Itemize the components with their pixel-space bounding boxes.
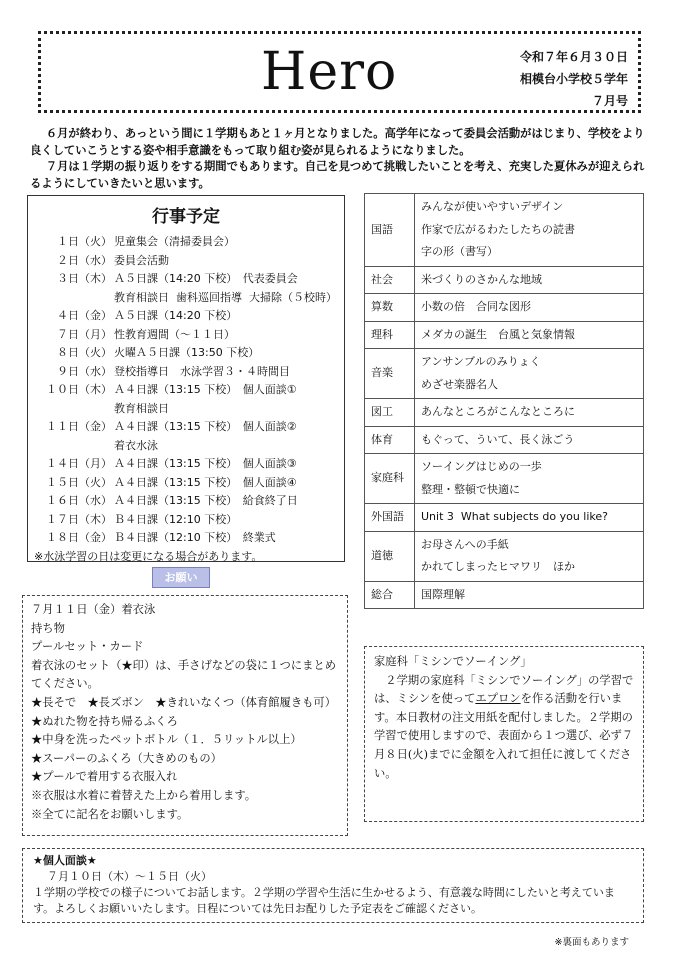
- request-list: [31, 601, 339, 824]
- event-description: 委員会活動: [114, 253, 169, 267]
- event-row: [34, 418, 338, 437]
- subject-unit: メダカの誕生 台風と気象情報: [421, 327, 575, 341]
- subject-units: [415, 294, 644, 322]
- subject-unit: 字の形（書写）: [421, 245, 498, 258]
- home-economics-text: ２学期の家庭科「ミシンでソーイング」の学習では、ミシンを使って: [374, 673, 634, 706]
- issue-number: ７月号: [591, 94, 628, 108]
- event-description: Ａ５日課（14:20 下校）: [114, 309, 238, 322]
- request-line: ７月１１日（金）着衣泳: [31, 603, 156, 616]
- subject-row: [365, 399, 644, 427]
- parent-interview-dates: ７月１０日（木）～１５日（火）: [47, 870, 212, 883]
- subject-row: [365, 531, 644, 581]
- subject-name: 外国語: [365, 504, 415, 532]
- event-schedule-note: ※水泳学習の日は変更になる場合があります。: [34, 549, 263, 563]
- event-description: Ａ４日課（13:15 下校） 個人面談②: [114, 420, 297, 433]
- subject-units: [415, 531, 644, 581]
- apron-text: エプロン: [475, 692, 521, 706]
- subject-row: [365, 321, 644, 349]
- parent-interview-body: １学期の学校での様子についてお話します。２学期の学習や生活に生かせるよう、有意義な時間にしたいと考えています。よろしくお願いいたします。日程については先日お配りした予定表をご確認ください。: [33, 886, 615, 915]
- subject-unit: 整理・整頓で快適に: [421, 482, 520, 496]
- subject-row: [365, 426, 644, 454]
- masthead-meta: [520, 46, 628, 112]
- subject-row: [365, 194, 644, 267]
- event-row: [34, 474, 338, 493]
- event-row: [34, 344, 338, 363]
- event-date: １７日（木）: [46, 512, 112, 526]
- event-description: Ｂ４日課（12:10 下校）: [114, 512, 238, 526]
- subject-table: [364, 193, 644, 609]
- subject-unit: あんなところがこんなところに: [421, 405, 575, 418]
- request-line: 着衣泳のセット（★印）は、手さげなどの袋に１つにまとめてください。: [31, 658, 337, 691]
- home-economics-body: [374, 672, 634, 784]
- school-grade: 相模台小学校５学年: [519, 72, 628, 86]
- parent-interview-title: ★個人面談★: [33, 854, 97, 867]
- event-schedule: [27, 195, 345, 562]
- event-list: [34, 233, 338, 548]
- event-date: [34, 437, 112, 456]
- request-badge: お願い: [152, 567, 210, 588]
- event-description: Ａ４日課（13:15 下校） 個人面談④: [114, 475, 297, 489]
- event-description: 児童集会（清掃委員会）: [114, 235, 235, 248]
- event-row: [34, 233, 338, 252]
- event-row: [34, 289, 338, 308]
- request-line: プールセット・カード: [31, 640, 144, 654]
- event-date: ４日（金）: [57, 309, 112, 322]
- home-economics-title: 家庭科「ミシンでソーイング」: [374, 655, 532, 668]
- newsletter-title: Hero: [261, 42, 398, 102]
- event-row: [34, 307, 338, 326]
- event-schedule-title: 行事予定: [152, 207, 220, 227]
- subject-unit: お母さんへの手紙: [421, 537, 509, 551]
- event-date: １５日（火）: [46, 475, 112, 489]
- request-line: ★プールで着用する衣服入れ: [31, 770, 178, 784]
- event-date: １１日（金）: [46, 420, 112, 433]
- subject-row: [365, 294, 644, 322]
- subject-row: [365, 581, 644, 609]
- intro-text: [30, 126, 645, 192]
- event-row: [34, 381, 338, 400]
- subject-units: [415, 454, 644, 504]
- parent-interview-notice: [22, 848, 644, 923]
- event-row: [34, 400, 338, 419]
- event-date: １日（火）: [57, 235, 112, 248]
- event-row: [34, 529, 338, 548]
- subject-units: [415, 266, 644, 294]
- event-date: １４日（月）: [46, 457, 112, 470]
- subject-name: 図工: [365, 399, 415, 427]
- issue-date: 令和７年６月３０日: [519, 50, 628, 64]
- event-date: １８日（金）: [46, 531, 112, 544]
- event-description: 教育相談日: [114, 401, 169, 415]
- subject-unit: 国際理解: [421, 587, 465, 601]
- subject-unit: 米づくりのさかんな地域: [421, 272, 542, 286]
- event-row: [34, 270, 338, 289]
- event-date: ８日（火）: [57, 346, 112, 359]
- subject-units: [415, 581, 644, 609]
- request-line: 持ち物: [31, 621, 65, 635]
- subject-units: [415, 399, 644, 427]
- event-row: [34, 326, 338, 345]
- request-line: ★長そで ★長ズボン ★きれいなくつ（体育館履きも可）: [31, 695, 337, 709]
- subject-units: [415, 349, 644, 399]
- event-row: [34, 252, 338, 271]
- subject-name: 理科: [365, 321, 415, 349]
- event-row: [34, 492, 338, 511]
- event-date: １６日（水）: [46, 494, 112, 507]
- event-row: [34, 437, 338, 456]
- subject-name: 社会: [365, 266, 415, 294]
- subject-name: 国語: [365, 194, 415, 267]
- event-date: [34, 289, 112, 308]
- subject-name: 体育: [365, 426, 415, 454]
- subject-name: 音楽: [365, 349, 415, 399]
- event-description: Ａ５日課（14:20 下校） 代表委員会: [114, 272, 298, 285]
- subject-name: 総合: [365, 581, 415, 609]
- subject-unit: かれてしまったヒマワリ ほか: [421, 560, 575, 573]
- reverse-side-note: ※裏面もあります: [554, 937, 629, 948]
- subject-unit: 作家で広がるわたしたちの読書: [421, 222, 575, 236]
- event-description: Ａ４日課（13:15 下校） 個人面談③: [114, 457, 297, 470]
- subject-unit: みんなが使いやすいデザイン: [421, 200, 564, 213]
- event-description: 火曜Ａ５日課（13:50 下校）: [114, 346, 260, 359]
- subject-name: 道徳: [365, 531, 415, 581]
- masthead: [38, 31, 641, 113]
- home-economics-notice: [364, 646, 644, 822]
- subject-units: [415, 504, 644, 532]
- event-description: 性教育週間（～１１日）: [114, 327, 235, 341]
- request-line: ※衣服は水着に着替えた上から着用します。: [31, 788, 257, 802]
- event-row: [34, 455, 338, 474]
- home-economics-text: を作る活動を行います。本日教材の注文用紙を配付しました。２学期の学習で使用しますので、表面から１つ選び、必ず７月８日(火)までに金額を入れて担任に渡してください。: [374, 692, 634, 780]
- subject-unit: Unit 3 What subjects do you like?: [421, 510, 608, 523]
- subject-unit: もぐって、ういて、長く泳ごう: [421, 432, 575, 446]
- event-date: １０日（木）: [46, 383, 112, 396]
- intro-paragraph: ７月は１学期の振り返りをする期間でもあります。自己を見つめて挑戦したいことを考え、充実した夏休みが迎えられるようにしていきたいと思います。: [30, 160, 645, 190]
- event-date: [34, 400, 112, 419]
- request-line: ★スーパーのふくろ（大きめのもの）: [31, 751, 222, 765]
- event-description: 登校指導日 水泳学習３・４時間目: [114, 364, 290, 378]
- event-date: ２日（水）: [57, 253, 112, 267]
- subject-unit: 小数の倍 合同な図形: [421, 300, 531, 313]
- event-date: ９日（水）: [57, 364, 112, 378]
- subject-row: [365, 504, 644, 532]
- event-row: [34, 363, 338, 382]
- event-description: Ａ４日課（13:15 下校） 給食終了日: [114, 494, 298, 507]
- event-description: Ｂ４日課（12:10 下校） 終業式: [114, 531, 276, 544]
- subject-name: 家庭科: [365, 454, 415, 504]
- event-date: ３日（木）: [57, 272, 112, 285]
- subject-name: 算数: [365, 294, 415, 322]
- subject-units: [415, 194, 644, 267]
- subject-units: [415, 426, 644, 454]
- subject-unit: ソーイングはじめの一歩: [421, 460, 542, 473]
- subject-row: [365, 454, 644, 504]
- request-line: ※全てに記名をお願いします。: [31, 807, 189, 821]
- subject-unit: アンサンブルのみりょく: [421, 355, 541, 368]
- request-line: ★中身を洗ったペットボトル（１．５リットル以上）: [31, 733, 302, 747]
- request-line: ★ぬれた物を持ち帰るふくろ: [31, 714, 178, 728]
- subject-row: [365, 349, 644, 399]
- event-description: Ａ４日課（13:15 下校） 個人面談①: [114, 383, 297, 396]
- event-row: [34, 511, 338, 530]
- subject-row: [365, 266, 644, 294]
- subject-units: [415, 321, 644, 349]
- event-description: 着衣水泳: [114, 438, 158, 452]
- subject-unit: めざせ楽器名人: [421, 377, 498, 391]
- request-notice: [22, 595, 348, 836]
- event-description: 教育相談日 歯科巡回指導 大掃除（５校時）: [114, 290, 337, 304]
- event-date: ７日（月）: [57, 327, 112, 341]
- intro-paragraph: ６月が終わり、あっという間に１学期もあと１ヶ月となりました。高学年になって委員会活動がはじまり、学校をより良くしていこうとする姿や相手意識をもって取り組む姿が見られるようになりました。: [30, 127, 645, 157]
